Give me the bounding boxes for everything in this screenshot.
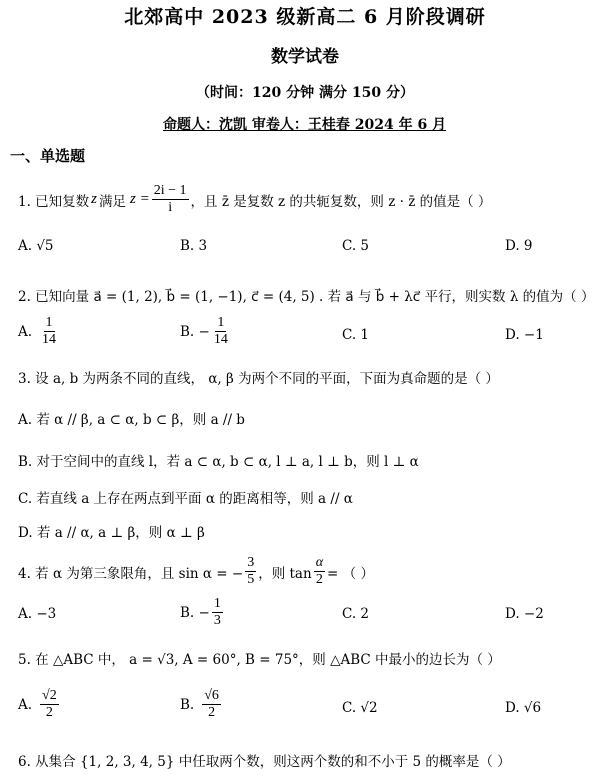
q2-a-num: 1 bbox=[44, 315, 55, 332]
question-4-stem bbox=[18, 555, 374, 588]
q4-mid: ，则 tan bbox=[258, 565, 312, 582]
q5-option-a bbox=[18, 688, 61, 721]
time-info: （时间：120 分钟 满分 150 分） bbox=[196, 85, 414, 101]
q5-a-num: √2 bbox=[40, 688, 59, 705]
q2-option-b bbox=[180, 315, 232, 348]
q4-option-d: D. −2 bbox=[505, 606, 544, 622]
q4-frac1-den: 5 bbox=[247, 572, 255, 588]
q4-option-b-label: B. − bbox=[180, 604, 210, 621]
q2-option-a-frac bbox=[40, 315, 58, 348]
q2-option-b-frac bbox=[212, 315, 230, 348]
q4-prefix: 4. 若 α 为第三象限角，且 sin α = − bbox=[18, 565, 244, 582]
q3-option-c: C. 若直线 a 上存在两点到平面 α 的距离相等，则 a // α bbox=[18, 491, 353, 507]
question-2-stem: 2. 已知向量 a⃗ = (1, 2), b⃗ = (1, −1), c⃗ = (4, 5) . 若 a⃗ 与 b⃗ + λc⃗ 平行，则实数 λ 的值为（ ） bbox=[18, 289, 595, 305]
section-heading: 一、单选题 bbox=[10, 147, 86, 165]
q5-option-c: C. √2 bbox=[342, 700, 378, 716]
q2-option-d: D. −1 bbox=[505, 327, 544, 343]
exam-subtitle: 数学试卷 bbox=[271, 47, 339, 67]
q4-frac1-num: 3 bbox=[245, 555, 256, 572]
q5-option-b-label: B. bbox=[180, 696, 195, 713]
q1-rest: ，且 z̄ 是复数 z 的共轭复数，则 z · z̄ 的值是（ ） bbox=[190, 193, 492, 210]
exam-title: 北郊高中 2023 级新高二 6 月阶段调研 bbox=[124, 6, 486, 28]
q5-b-num: √6 bbox=[202, 688, 221, 705]
q2-a-den: 14 bbox=[42, 332, 57, 348]
question-1-stem bbox=[18, 183, 491, 216]
q1-option-c: C. 5 bbox=[342, 238, 370, 254]
q1-option-a: A. √5 bbox=[18, 238, 54, 254]
q5-b-den: 2 bbox=[208, 705, 216, 721]
q3-option-d: D. 若 a // α, a ⊥ β，则 α ⊥ β bbox=[18, 525, 205, 541]
q2-option-a bbox=[18, 315, 60, 348]
q2-option-c: C. 1 bbox=[342, 327, 370, 343]
q4-option-b-frac bbox=[212, 596, 223, 629]
q1-frac-lhs: z = bbox=[130, 191, 150, 208]
q5-option-b-frac bbox=[202, 688, 221, 721]
q1-option-b: B. 3 bbox=[180, 238, 208, 254]
q5-a-den: 2 bbox=[45, 705, 53, 721]
q2-option-a-label: A. bbox=[18, 323, 33, 340]
q5-option-b bbox=[180, 688, 223, 721]
q1-prefix: 1. 已知复数 bbox=[18, 193, 90, 210]
q1-fraction bbox=[152, 183, 189, 216]
q4-b-den: 3 bbox=[213, 613, 221, 629]
q4-option-c: C. 2 bbox=[342, 606, 370, 622]
q2-option-b-label: B. − bbox=[180, 323, 210, 340]
question-6-stem: 6. 从集合 {1, 2, 3, 4, 5} 中任取两个数，则这两个数的和不小于 5 的概率是（ ） bbox=[18, 754, 511, 770]
q4-frac2-num: α bbox=[314, 555, 325, 572]
q5-option-a-label: A. bbox=[18, 696, 33, 713]
q4-b-num: 1 bbox=[212, 596, 223, 613]
author-line: 命题人：沈凯 审卷人：王桂春 2024 年 6 月 bbox=[163, 117, 447, 133]
q2-b-den: 14 bbox=[213, 332, 228, 348]
q1-option-d: D. 9 bbox=[505, 238, 533, 254]
q4-frac2-den: 2 bbox=[315, 572, 323, 588]
q1-frac-den: i bbox=[168, 200, 173, 216]
q5-option-a-frac bbox=[40, 688, 59, 721]
q1-z: z bbox=[91, 191, 98, 208]
q4-suffix: = （ ） bbox=[327, 565, 374, 582]
q4-frac-sin bbox=[245, 555, 256, 588]
q4-option-b bbox=[180, 596, 225, 629]
q5-option-d: D. √6 bbox=[505, 700, 542, 716]
q1-mid: 满足 bbox=[99, 193, 127, 210]
q4-frac-tan bbox=[314, 555, 325, 588]
q4-option-a: A. −3 bbox=[18, 606, 57, 622]
question-5-stem: 5. 在 △ABC 中， a = √3, A = 60°, B = 75°，则 △ABC 中最小的边长为（ ） bbox=[18, 652, 501, 668]
q3-option-b: B. 对于空间中的直线 l，若 a ⊂ α, b ⊂ α, l ⊥ a, l ⊥ b，则 l ⊥ α bbox=[18, 454, 419, 470]
question-3-stem: 3. 设 a, b 为两条不同的直线， α, β 为两个不同的平面，下面为真命题的是（ ） bbox=[18, 371, 499, 387]
q3-option-a: A. 若 α // β, a ⊂ α, b ⊂ β，则 a // b bbox=[18, 412, 245, 428]
q1-frac-num: 2i − 1 bbox=[152, 183, 189, 200]
q2-b-num: 1 bbox=[215, 315, 226, 332]
